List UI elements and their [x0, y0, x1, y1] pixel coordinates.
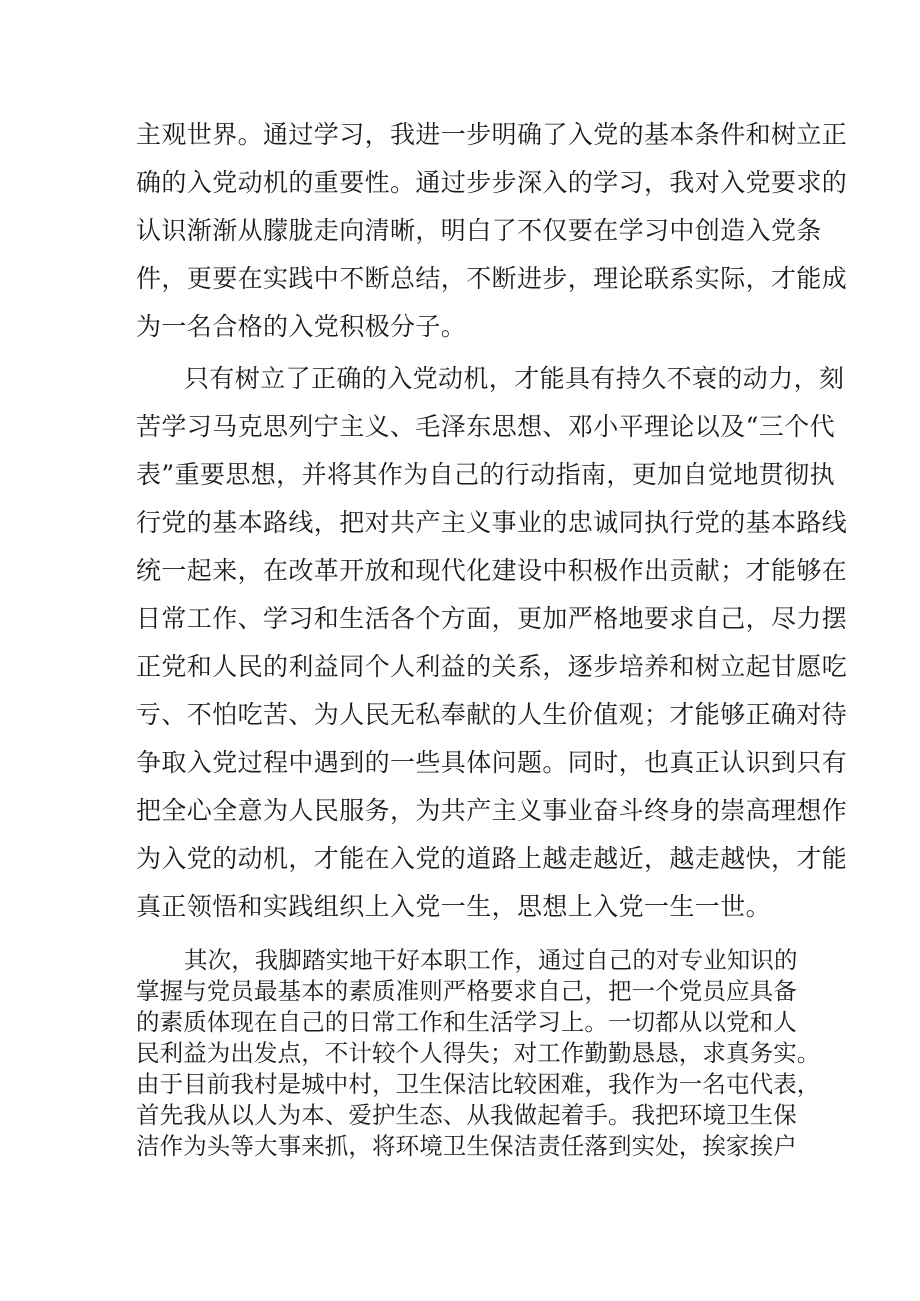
paragraph-line: 统一起来，在改革开放和现代化建设中积极作出贡献；才能够在 — [136, 556, 848, 585]
paragraph-line: 正党和人民的利益同个人利益的关系，逐步培养和树立起甘愿吃 — [136, 652, 848, 681]
paragraph-line: 只有树立了正确的入党动机，才能具有持久不衰的动力，刻 — [184, 364, 845, 393]
paragraph-line: 为入党的动机，才能在入党的道路上越走越近，越走越快，才能 — [136, 844, 848, 873]
paragraph-line: 掌握与党员最基本的素质准则严格要求自己，把一个党员应具备 — [136, 977, 797, 1005]
paragraph-line: 亏、不怕吃苦、为人民无私奉献的人生价值观；才能够正确对待 — [136, 700, 848, 729]
paragraph-line: 表”重要思想，并将其作为自己的行动指南，更加自觉地贯彻执 — [136, 460, 835, 489]
paragraph-line: 主观世界。通过学习，我进一步明确了入党的基本条件和树立正 — [136, 120, 848, 149]
paragraph-line: 争取入党过程中遇到的一些具体问题。同时，也真正认识到只有 — [136, 748, 848, 777]
paragraph-line: 认识渐渐从朦胧走向清晰，明白了不仅要在学习中创造入党条 — [136, 216, 822, 245]
paragraph-line: 为一名合格的入党积极分子。 — [136, 312, 467, 341]
paragraph-line: 真正领悟和实践组织上入党一生，思想上入党一生一世。 — [136, 892, 772, 921]
paragraph-line: 洁作为头等大事来抓，将环境卫生保洁责任落到实处，挨家挨户 — [136, 1132, 797, 1160]
paragraph-line: 由于目前我村是城中村，卫生保洁比较困难，我作为一名屯代表， — [136, 1070, 821, 1098]
paragraph-line: 的素质体现在自己的日常工作和生活学习上。一切都从以党和人 — [136, 1008, 797, 1036]
paragraph-line: 苦学习马克思列宁主义、毛泽东思想、邓小平理论以及“三个代 — [136, 412, 835, 441]
paragraph-line: 把全心全意为人民服务，为共产主义事业奋斗终身的崇高理想作 — [136, 796, 848, 825]
paragraph-line: 行党的基本路线，把对共产主义事业的忠诚同执行党的基本路线 — [136, 508, 848, 537]
paragraph-line: 民利益为出发点，不计较个人得失；对工作勤勤恳恳，求真务实。 — [136, 1039, 821, 1067]
paragraph-line: 件，更要在实践中不断总结，不断进步，理论联系实际，才能成 — [136, 264, 848, 293]
paragraph-line: 其次，我脚踏实地干好本职工作，通过自己的对专业知识的 — [184, 946, 798, 974]
paragraph-line: 首先我从以人为本、爱护生态、从我做起着手。我把环境卫生保 — [136, 1101, 797, 1129]
paragraph-line: 确的入党动机的重要性。通过步步深入的学习，我对入党要求的 — [136, 168, 848, 197]
paragraph-line: 日常工作、学习和生活各个方面，更加严格地要求自己，尽力摆 — [136, 604, 848, 633]
